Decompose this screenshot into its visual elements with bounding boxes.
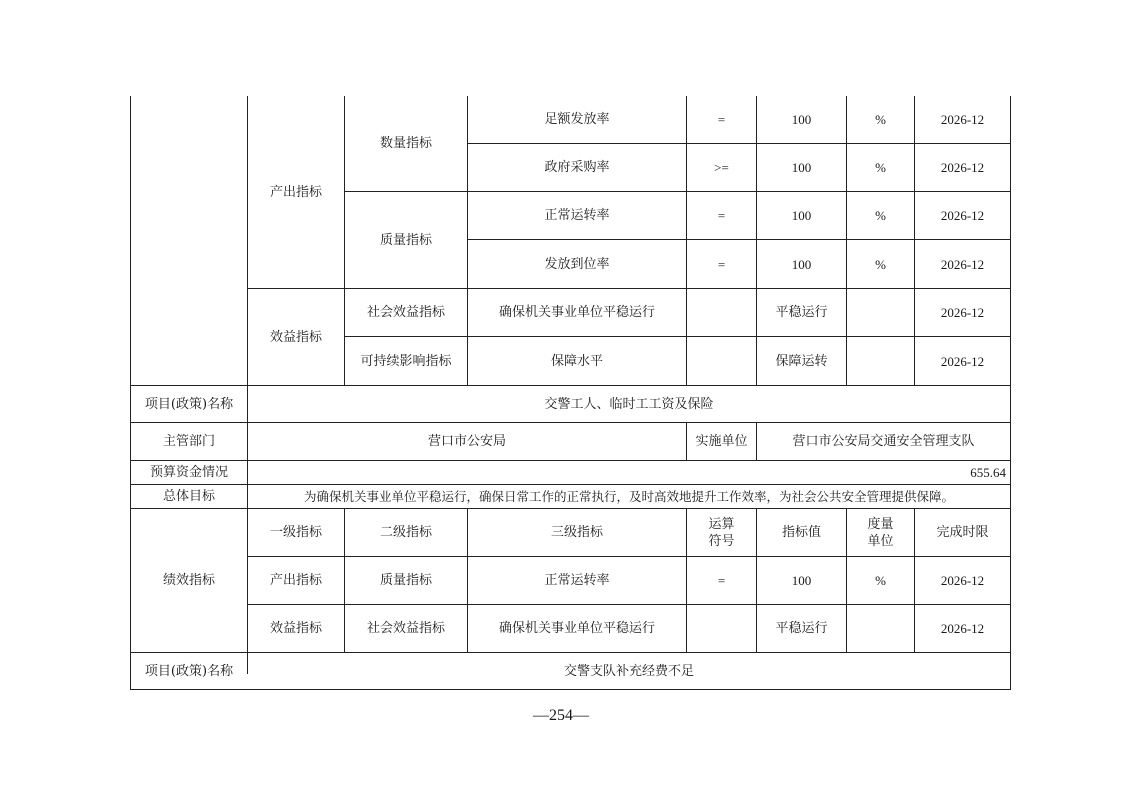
unit-cell: % (875, 160, 886, 175)
dept-value: 营口市公安局 (427, 434, 506, 449)
level3-cell: 正常运转率 (544, 573, 610, 588)
value-cell: 100 (791, 160, 812, 175)
deadline-cell: 2026-12 (940, 305, 985, 320)
impl-unit-value: 营口市公安局交通安全管理支队 (792, 434, 975, 449)
output-indicator-label: 产出指标 (269, 184, 322, 200)
page-number: —254— (533, 707, 589, 724)
indicator-cell: 发放到位率 (544, 256, 610, 272)
indicator-cell: 确保机关事业单位平稳运行 (498, 305, 655, 320)
unit-cell: % (875, 573, 886, 588)
quality-indicator-label: 质量指标 (379, 232, 432, 248)
level1-cell: 效益指标 (269, 621, 322, 636)
deadline-cell: 2026-12 (940, 112, 985, 127)
deadline-cell: 2026-12 (940, 256, 985, 272)
level3-cell: 确保机关事业单位平稳运行 (498, 621, 655, 636)
unit-cell (847, 337, 914, 385)
value-cell: 100 (791, 256, 812, 272)
project-name-label: 项目(政策)名称 (144, 396, 234, 412)
header-deadline: 完成时限 (936, 525, 989, 540)
level1-cell: 产出指标 (269, 573, 322, 588)
unit-cell: % (875, 208, 886, 223)
value-cell: 100 (791, 112, 812, 127)
deadline-cell: 2026-12 (940, 621, 985, 636)
level2-cell: 社会效益指标 (366, 621, 445, 636)
operator-cell: >= (714, 160, 729, 175)
quantity-indicator-label: 数量指标 (379, 136, 432, 151)
budget-label: 预算资金情况 (149, 465, 228, 480)
operator-cell (687, 337, 756, 385)
header-level2: 二级指标 (379, 525, 432, 540)
deadline-cell: 2026-12 (940, 573, 985, 588)
header-level3: 三级指标 (550, 525, 603, 540)
overall-goal-value: 为确保机关事业单位平稳运行，确保日常工作的正常执行，及时高效地提升工作效率，为社会公共安全管理提供保障。 (303, 489, 954, 504)
indicator-cell: 政府采购率 (544, 160, 610, 175)
impl-unit-label: 实施单位 (695, 434, 748, 449)
dept-label: 主管部门 (162, 434, 215, 449)
operator-cell (687, 289, 756, 336)
level2-cell: 质量指标 (379, 573, 432, 588)
value-cell: 保障运转 (775, 353, 828, 369)
indicator-cell: 保障水平 (550, 353, 603, 369)
operator-cell (687, 605, 756, 652)
header-level1: 一级指标 (269, 525, 322, 540)
unit-cell: % (875, 256, 886, 272)
level2-indicator-cell: 可持续影响指标 (360, 353, 452, 369)
value-cell: 100 (791, 573, 812, 588)
next-project-name-label: 项目(政策)名称 (144, 663, 234, 679)
header-unit: 度量 单位 (867, 516, 894, 549)
budget-value: 655.64 (970, 465, 1006, 480)
table-border (130, 689, 1011, 690)
unit-cell (847, 605, 914, 652)
deadline-cell: 2026-12 (940, 160, 985, 175)
unit-cell (847, 289, 914, 336)
indicator-cell: 足额发放率 (544, 112, 610, 127)
operator-cell: = (717, 112, 726, 127)
unit-cell: % (875, 112, 886, 127)
deadline-cell: 2026-12 (940, 353, 985, 369)
deadline-cell: 2026-12 (940, 208, 985, 223)
operator-cell: = (717, 573, 726, 588)
header-operator: 运算 符号 (708, 516, 735, 549)
value-cell: 平稳运行 (775, 621, 828, 636)
next-project-name-value: 交警支队补充经费不足 (563, 663, 694, 679)
overall-goal-label: 总体目标 (162, 489, 215, 504)
operator-cell: = (717, 208, 726, 223)
table-border (1010, 96, 1011, 690)
indicator-cell: 正常运转率 (544, 208, 610, 223)
performance-indicators-label: 绩效指标 (162, 573, 215, 588)
value-cell: 平稳运行 (775, 305, 828, 320)
benefit-indicator-label: 效益指标 (269, 329, 322, 345)
level2-indicator-cell: 社会效益指标 (366, 305, 445, 320)
project-name-value: 交警工人、临时工工资及保险 (544, 396, 714, 412)
header-value: 指标值 (781, 525, 821, 540)
operator-cell: = (717, 256, 726, 272)
value-cell: 100 (791, 208, 812, 223)
